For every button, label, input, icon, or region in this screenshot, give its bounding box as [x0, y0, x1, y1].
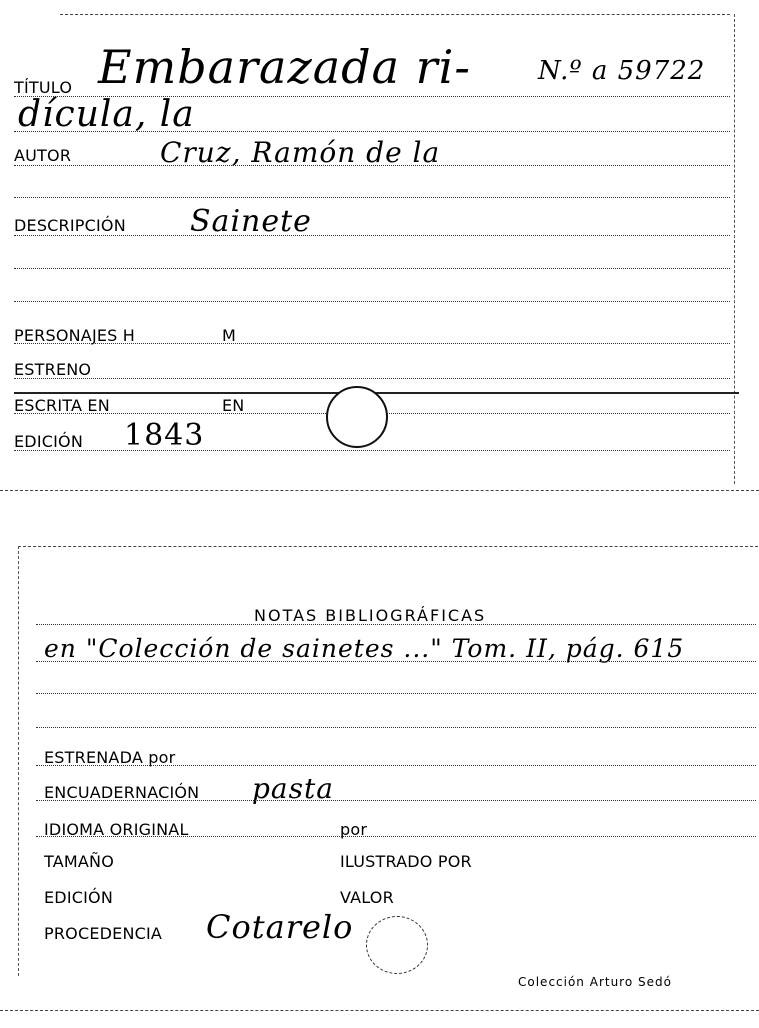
autor-label: AUTOR — [14, 146, 72, 165]
procedencia-label: PROCEDENCIA — [44, 924, 163, 943]
notas-label: NOTAS BIBLIOGRÁFICAS — [254, 606, 487, 625]
encuadernacion-label: ENCUADERNACIÓN — [44, 783, 200, 802]
edicion-label: EDICIÓN — [14, 432, 84, 451]
descripcion-label: DESCRIPCIÓN — [14, 216, 126, 235]
edicion-line — [14, 450, 730, 451]
top-border — [18, 546, 758, 547]
estreno-line — [14, 378, 730, 379]
titulo-label: TÍTULO — [14, 78, 73, 97]
blank-line-2 — [14, 301, 730, 302]
personajes-line — [14, 343, 730, 344]
coleccion-label: Colección Arturo Sedó — [518, 975, 672, 989]
notas-blank-1 — [36, 693, 756, 694]
notas-value: en "Colección de sainetes ..." Tom. II, pág. 615 — [44, 634, 685, 663]
descripcion-line — [14, 235, 730, 236]
autor-value: Cruz, Ramón de la — [160, 136, 441, 169]
left-border — [18, 546, 19, 976]
registro-number: N.º a 59722 — [538, 56, 706, 86]
notas-header-line — [36, 624, 756, 625]
card-back — [0, 530, 759, 1028]
tamano-label: TAMAÑO — [44, 852, 114, 871]
encuadernacion-line — [36, 800, 756, 801]
personajes-m-label: M — [222, 326, 237, 345]
estreno-label: ESTRENO — [14, 360, 92, 379]
descripcion-value: Sainete — [190, 204, 312, 239]
card-front — [0, 0, 759, 500]
blank-line-1 — [14, 268, 730, 269]
ilustrado-label: ILUSTRADO POR — [340, 852, 472, 871]
autor-line — [14, 165, 730, 166]
notas-blank-2 — [36, 727, 756, 728]
estrenada-line — [36, 765, 756, 766]
notas-line — [36, 661, 756, 662]
valor-label: VALOR — [340, 888, 394, 907]
autor-line-2 — [14, 197, 730, 198]
bottom-border — [0, 490, 759, 491]
bottom-border — [0, 1010, 759, 1011]
procedencia-value: Cotarelo — [206, 908, 354, 946]
idioma-line — [36, 836, 756, 837]
escrita-en-label: EN — [222, 396, 245, 415]
titulo-value-continued: dícula, la — [18, 94, 195, 135]
edicion-label-back: EDICIÓN — [44, 888, 114, 907]
punch-hole — [326, 386, 388, 448]
personajes-label: PERSONAJES H — [14, 326, 136, 345]
idioma-label: IDIOMA ORIGINAL — [44, 820, 189, 839]
edicion-value: 1843 — [124, 418, 205, 453]
titulo-value: Embarazada ri- — [98, 40, 471, 94]
titulo-line-2 — [14, 131, 730, 132]
encuadernacion-value: pasta — [252, 772, 334, 805]
por-label: por — [340, 820, 368, 839]
punch-hole — [366, 916, 428, 974]
escrita-label: ESCRITA EN — [14, 396, 110, 415]
estrenada-label: ESTRENADA por — [44, 748, 176, 767]
top-border — [60, 14, 730, 15]
right-border — [734, 14, 735, 484]
